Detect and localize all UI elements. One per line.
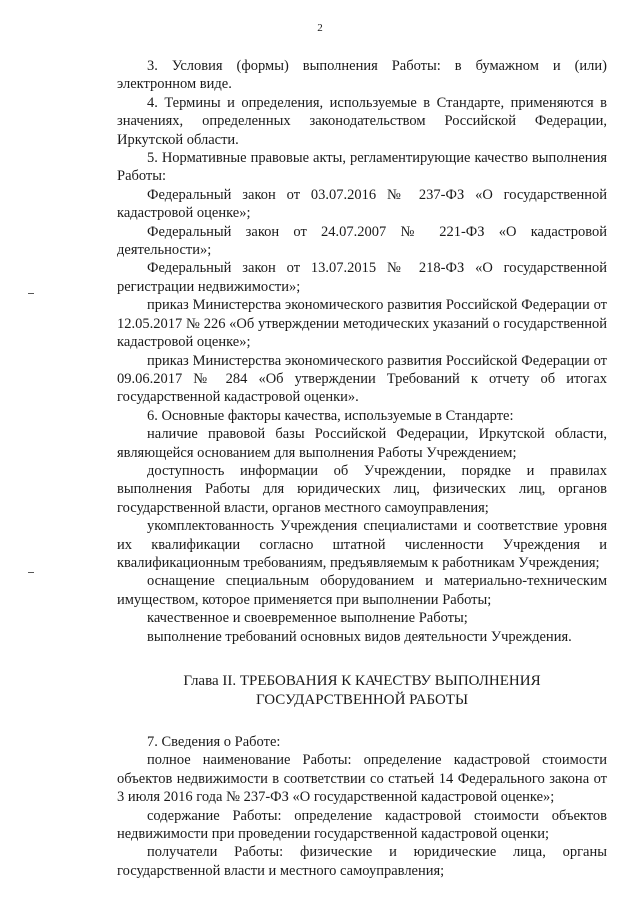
page-number: 2 <box>317 22 323 34</box>
order-reference: приказ Министерства экономического развития Российской Федерации от 12.05.2017 № 226 «Об утверждении методических указаний о государственной кадастровой оценке»; <box>117 297 607 351</box>
paragraph-item-5: 5. Нормативные правовые акты, регламентирующие качество выполнения Работы: <box>117 150 607 185</box>
paragraph-item-6: 6. Основные факторы качества, используемые в Стандарте: <box>147 407 514 424</box>
order-reference: приказ Министерства экономического развития Российской Федерации от 09.06.2017 № 284 «Об утверждении Требований к отчету об итогах государственной кадастровой оценки». <box>117 352 607 406</box>
paragraph-item-7: 7. Сведения о Работе: <box>147 734 281 750</box>
margin-mark <box>28 293 34 294</box>
quality-factor: оснащение специальным оборудованием и материально-техническим имуществом, которое применяется при выполнении Работы; <box>117 573 607 608</box>
document-body <box>117 57 607 880</box>
law-reference: Федеральный закон от 13.07.2015 № 218-ФЗ «О государственной регистрации недвижимости»; <box>117 260 607 295</box>
paragraph-item-3: 3. Условия (формы) выполнения Работы: в бумажном и (или) электронном виде. <box>117 58 607 93</box>
work-detail: получатели Работы: физические и юридические лица, органы государственной власти и местного самоуправления; <box>117 844 607 879</box>
margin-mark <box>28 572 34 573</box>
chapter-heading-line: Глава II. ТРЕБОВАНИЯ К КАЧЕСТВУ ВЫПОЛНЕНИЯ <box>183 673 541 689</box>
quality-factor: качественное и своевременное выполнение Работы; <box>147 610 468 627</box>
quality-factor: выполнение требований основных видов деятельности Учреждения. <box>147 628 572 645</box>
law-reference: Федеральный закон от 24.07.2007 № 221-ФЗ «О кадастровой деятельности»; <box>117 223 607 259</box>
chapter-heading-line: ГОСУДАРСТВЕННОЙ РАБОТЫ <box>255 691 469 708</box>
quality-factor: наличие правовой базы Российской Федерации, Иркутской области, являющейся основанием для выполнения Работы Учреждением; <box>117 426 607 461</box>
paragraph-item-4: 4. Термины и определения, используемые в Стандарте, применяются в значениях, определенных законодательством Российской Федерации, Иркутской области. <box>117 94 607 148</box>
work-detail: содержание Работы: определение кадастровой стоимости объектов недвижимости при проведении государственной кадастровой оценки; <box>117 807 607 843</box>
work-detail: полное наименование Работы: определение кадастровой стоимости объектов недвижимости в соответствии со статьей 14 Федерального закона от 3 июля 2016 года № 237-ФЗ «О государственной кадастровой оценке»; <box>117 752 607 806</box>
quality-factor: доступность информации об Учреждении, порядке и правилах выполнения Работы для юридических лиц, физических лиц, органов государственной власти, органов местного самоуправления; <box>117 462 607 516</box>
quality-factor: укомплектованность Учреждения специалистами и соответствие уровня их квалификации согласно штатной численности Учреждения и квалификационным требованиям, предъявляемым к работникам Учреждения; <box>117 518 607 571</box>
law-reference: Федеральный закон от 03.07.2016 № 237-ФЗ «О государственной кадастровой оценке»; <box>117 186 607 222</box>
chapter-heading <box>117 672 607 709</box>
